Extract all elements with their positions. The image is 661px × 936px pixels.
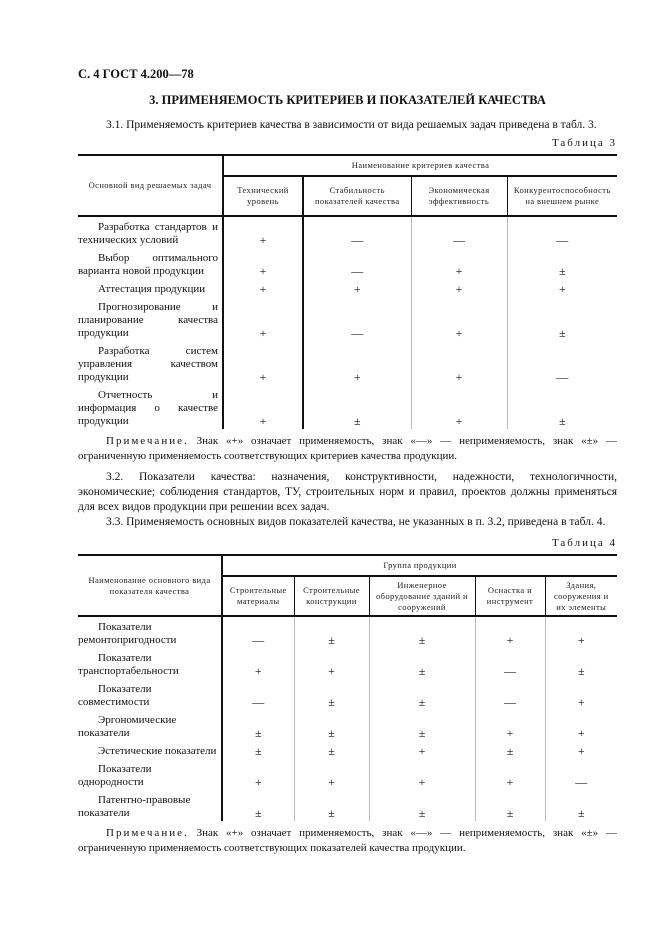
column-header: Оснастка и инструмент	[475, 576, 545, 616]
cell-value: +	[294, 648, 369, 679]
row-label	[78, 710, 222, 741]
table-row	[78, 759, 617, 790]
row-label	[78, 741, 222, 759]
cell-value: ±	[222, 741, 294, 759]
table3-caption: Таблица 3	[551, 137, 617, 149]
header-row	[78, 555, 617, 576]
cell-value: +	[475, 616, 545, 648]
note-label: Примечание.	[106, 827, 189, 839]
paragraph-3-3: 3.3. Применяемость основных видов показателей качества, не указанных в п. 3.2, приведена в табл. 4.	[106, 516, 606, 528]
cell-value: —	[556, 233, 569, 247]
table-row	[78, 679, 617, 710]
table-row	[78, 385, 617, 429]
cell-value: ±	[369, 616, 475, 648]
cell-value: +	[577, 726, 585, 740]
cell-value: ±	[222, 790, 294, 821]
column-header: Строительные материалы	[222, 576, 294, 616]
section-title: 3. ПРИМЕНЯЕМОСТЬ КРИТЕРИЕВ И ПОКАЗАТЕЛЕЙ КАЧЕСТВА	[149, 93, 546, 107]
cell-value: —	[475, 679, 545, 710]
table-3	[78, 154, 617, 429]
row-label-text: Выбор оптимального варианта новой продукции	[78, 252, 218, 277]
cell-value: ±	[303, 385, 411, 429]
cell-value: ±	[369, 679, 475, 710]
cell-value: ±	[294, 741, 369, 759]
column-group-header: Наименование критериев качества	[223, 155, 617, 176]
table-row	[78, 741, 617, 759]
cell-value: —	[303, 297, 411, 341]
cell-value: ±	[369, 710, 475, 741]
row-label	[78, 248, 223, 279]
row-label-text: Разработка стандартов и технических условий	[78, 221, 218, 246]
cell-value: ±	[475, 741, 545, 759]
cell-value: +	[369, 741, 475, 759]
row-label	[78, 385, 223, 429]
table-row	[78, 216, 617, 248]
cell-value: ±	[475, 790, 545, 821]
cell-value: +	[303, 279, 411, 297]
row-label-text: Отчетность и информация о качестве продукции	[78, 389, 218, 427]
table-row	[78, 341, 617, 385]
row-label-text: Показатели однородности	[78, 763, 152, 788]
cell-value: +	[411, 297, 507, 341]
cell-value: ±	[369, 790, 475, 821]
row-label-text: Эргономические показатели	[78, 714, 177, 739]
cell-value: —	[556, 370, 569, 384]
cell-value: —	[303, 248, 411, 279]
row-label	[78, 790, 222, 821]
cell-value: —	[575, 775, 588, 789]
cell-value: —	[411, 216, 507, 248]
table3-note	[78, 434, 617, 464]
cell-value: +	[475, 759, 545, 790]
cell-value: ±	[294, 616, 369, 648]
cell-value: +	[577, 695, 585, 709]
cell-value: ±	[577, 806, 585, 820]
cell-value: ±	[294, 710, 369, 741]
paragraph-3-2: 3.2. Показатели качества: назначения, конструктивности, надежности, технологичности, экономические; соблюдения стандартов, ТУ, строительных норм и правил, проектов должны применяться для всех видов продукции при решении всех задач.	[78, 471, 617, 513]
cell-value: +	[223, 216, 303, 248]
column-header-task: Наименование основного вида показателя качества	[78, 555, 222, 616]
cell-value: —	[222, 679, 294, 710]
table-row	[78, 297, 617, 341]
note-text: Знак «+» означает применяемость, знак «—» — неприменяемость, знак «±» — ограниченную применяемость соответствующих показателей качества продукции.	[78, 827, 617, 854]
column-header: Инженерное оборудование зданий и сооружений	[369, 576, 475, 616]
cell-value: —	[222, 616, 294, 648]
cell-value: +	[411, 385, 507, 429]
column-header: Стабильность показателей качества	[303, 176, 411, 216]
cell-value: +	[411, 341, 507, 385]
paragraph-3-1: 3.1. Применяемость критериев качества в зависимости от вида решаемых задач приведена в табл. 3.	[106, 119, 597, 131]
cell-value: ±	[577, 664, 585, 678]
column-header: Экономическая эффективность	[411, 176, 507, 216]
table4-caption: Таблица 4	[551, 537, 617, 549]
row-label-text: Патентно-правовые показатели	[78, 794, 191, 819]
cell-value: +	[223, 341, 303, 385]
cell-value: +	[558, 282, 566, 296]
table-row	[78, 279, 617, 297]
table-row	[78, 616, 617, 648]
row-label-text: Прогнозирование и планирование качества продукции	[78, 301, 218, 339]
note-text: Знак «+» означает применяемость, знак «—» — неприменяемость, знак «±» — ограниченную применяемость соответствующих критериев качества продукции.	[78, 435, 617, 462]
row-label	[78, 616, 222, 648]
column-header: Строительные конструкции	[294, 576, 369, 616]
cell-value: —	[475, 648, 545, 679]
cell-value: —	[303, 216, 411, 248]
cell-value: +	[223, 248, 303, 279]
cell-value: ±	[294, 679, 369, 710]
document-page	[78, 0, 617, 856]
cell-value: ±	[369, 648, 475, 679]
table-row	[78, 248, 617, 279]
cell-value: +	[369, 759, 475, 790]
note-label: Примечание.	[106, 435, 189, 447]
cell-value: ±	[558, 414, 566, 428]
row-label	[78, 679, 222, 710]
table-row	[78, 710, 617, 741]
row-label	[78, 297, 223, 341]
column-header-task: Основной вид решаемых задач	[78, 155, 223, 216]
row-label-text: Аттестация продукции	[98, 283, 206, 295]
row-label	[78, 341, 223, 385]
cell-value: ±	[294, 790, 369, 821]
column-header: Конкурентоспособность на внешнем рынке	[513, 185, 611, 206]
table-row	[78, 648, 617, 679]
row-label-text: Показатели транспортабельности	[78, 652, 179, 677]
row-label-text: Эстетические показатели	[98, 745, 217, 757]
cell-value: +	[475, 710, 545, 741]
row-label-text: Показатели совместимости	[78, 683, 152, 708]
row-label	[78, 648, 222, 679]
cell-value: +	[222, 648, 294, 679]
cell-value: +	[222, 759, 294, 790]
column-header: Технический уровень	[223, 176, 303, 216]
cell-value: ±	[558, 264, 566, 278]
table-row	[78, 790, 617, 821]
cell-value: +	[303, 341, 411, 385]
cell-value: +	[223, 385, 303, 429]
row-label-text: Разработка систем управления качеством продукции	[78, 345, 218, 383]
cell-value: ±	[558, 326, 566, 340]
page-header: С. 4 ГОСТ 4.200—78	[78, 67, 194, 81]
column-group-header: Группа продукции	[222, 555, 617, 576]
cell-value: +	[411, 248, 507, 279]
cell-value: +	[223, 297, 303, 341]
table4-note	[78, 826, 617, 856]
table-4	[78, 554, 617, 821]
header-row	[78, 155, 617, 176]
column-header: Здания, сооружения и их элементы	[553, 579, 609, 612]
row-label	[78, 279, 223, 297]
cell-value: ±	[222, 710, 294, 741]
row-label	[78, 759, 222, 790]
cell-value: +	[577, 744, 585, 758]
cell-value: +	[223, 279, 303, 297]
cell-value: +	[294, 759, 369, 790]
row-label	[78, 216, 223, 248]
row-label-text: Показатели ремонтопригодности	[78, 621, 177, 646]
cell-value: +	[577, 633, 585, 647]
cell-value: +	[411, 279, 507, 297]
